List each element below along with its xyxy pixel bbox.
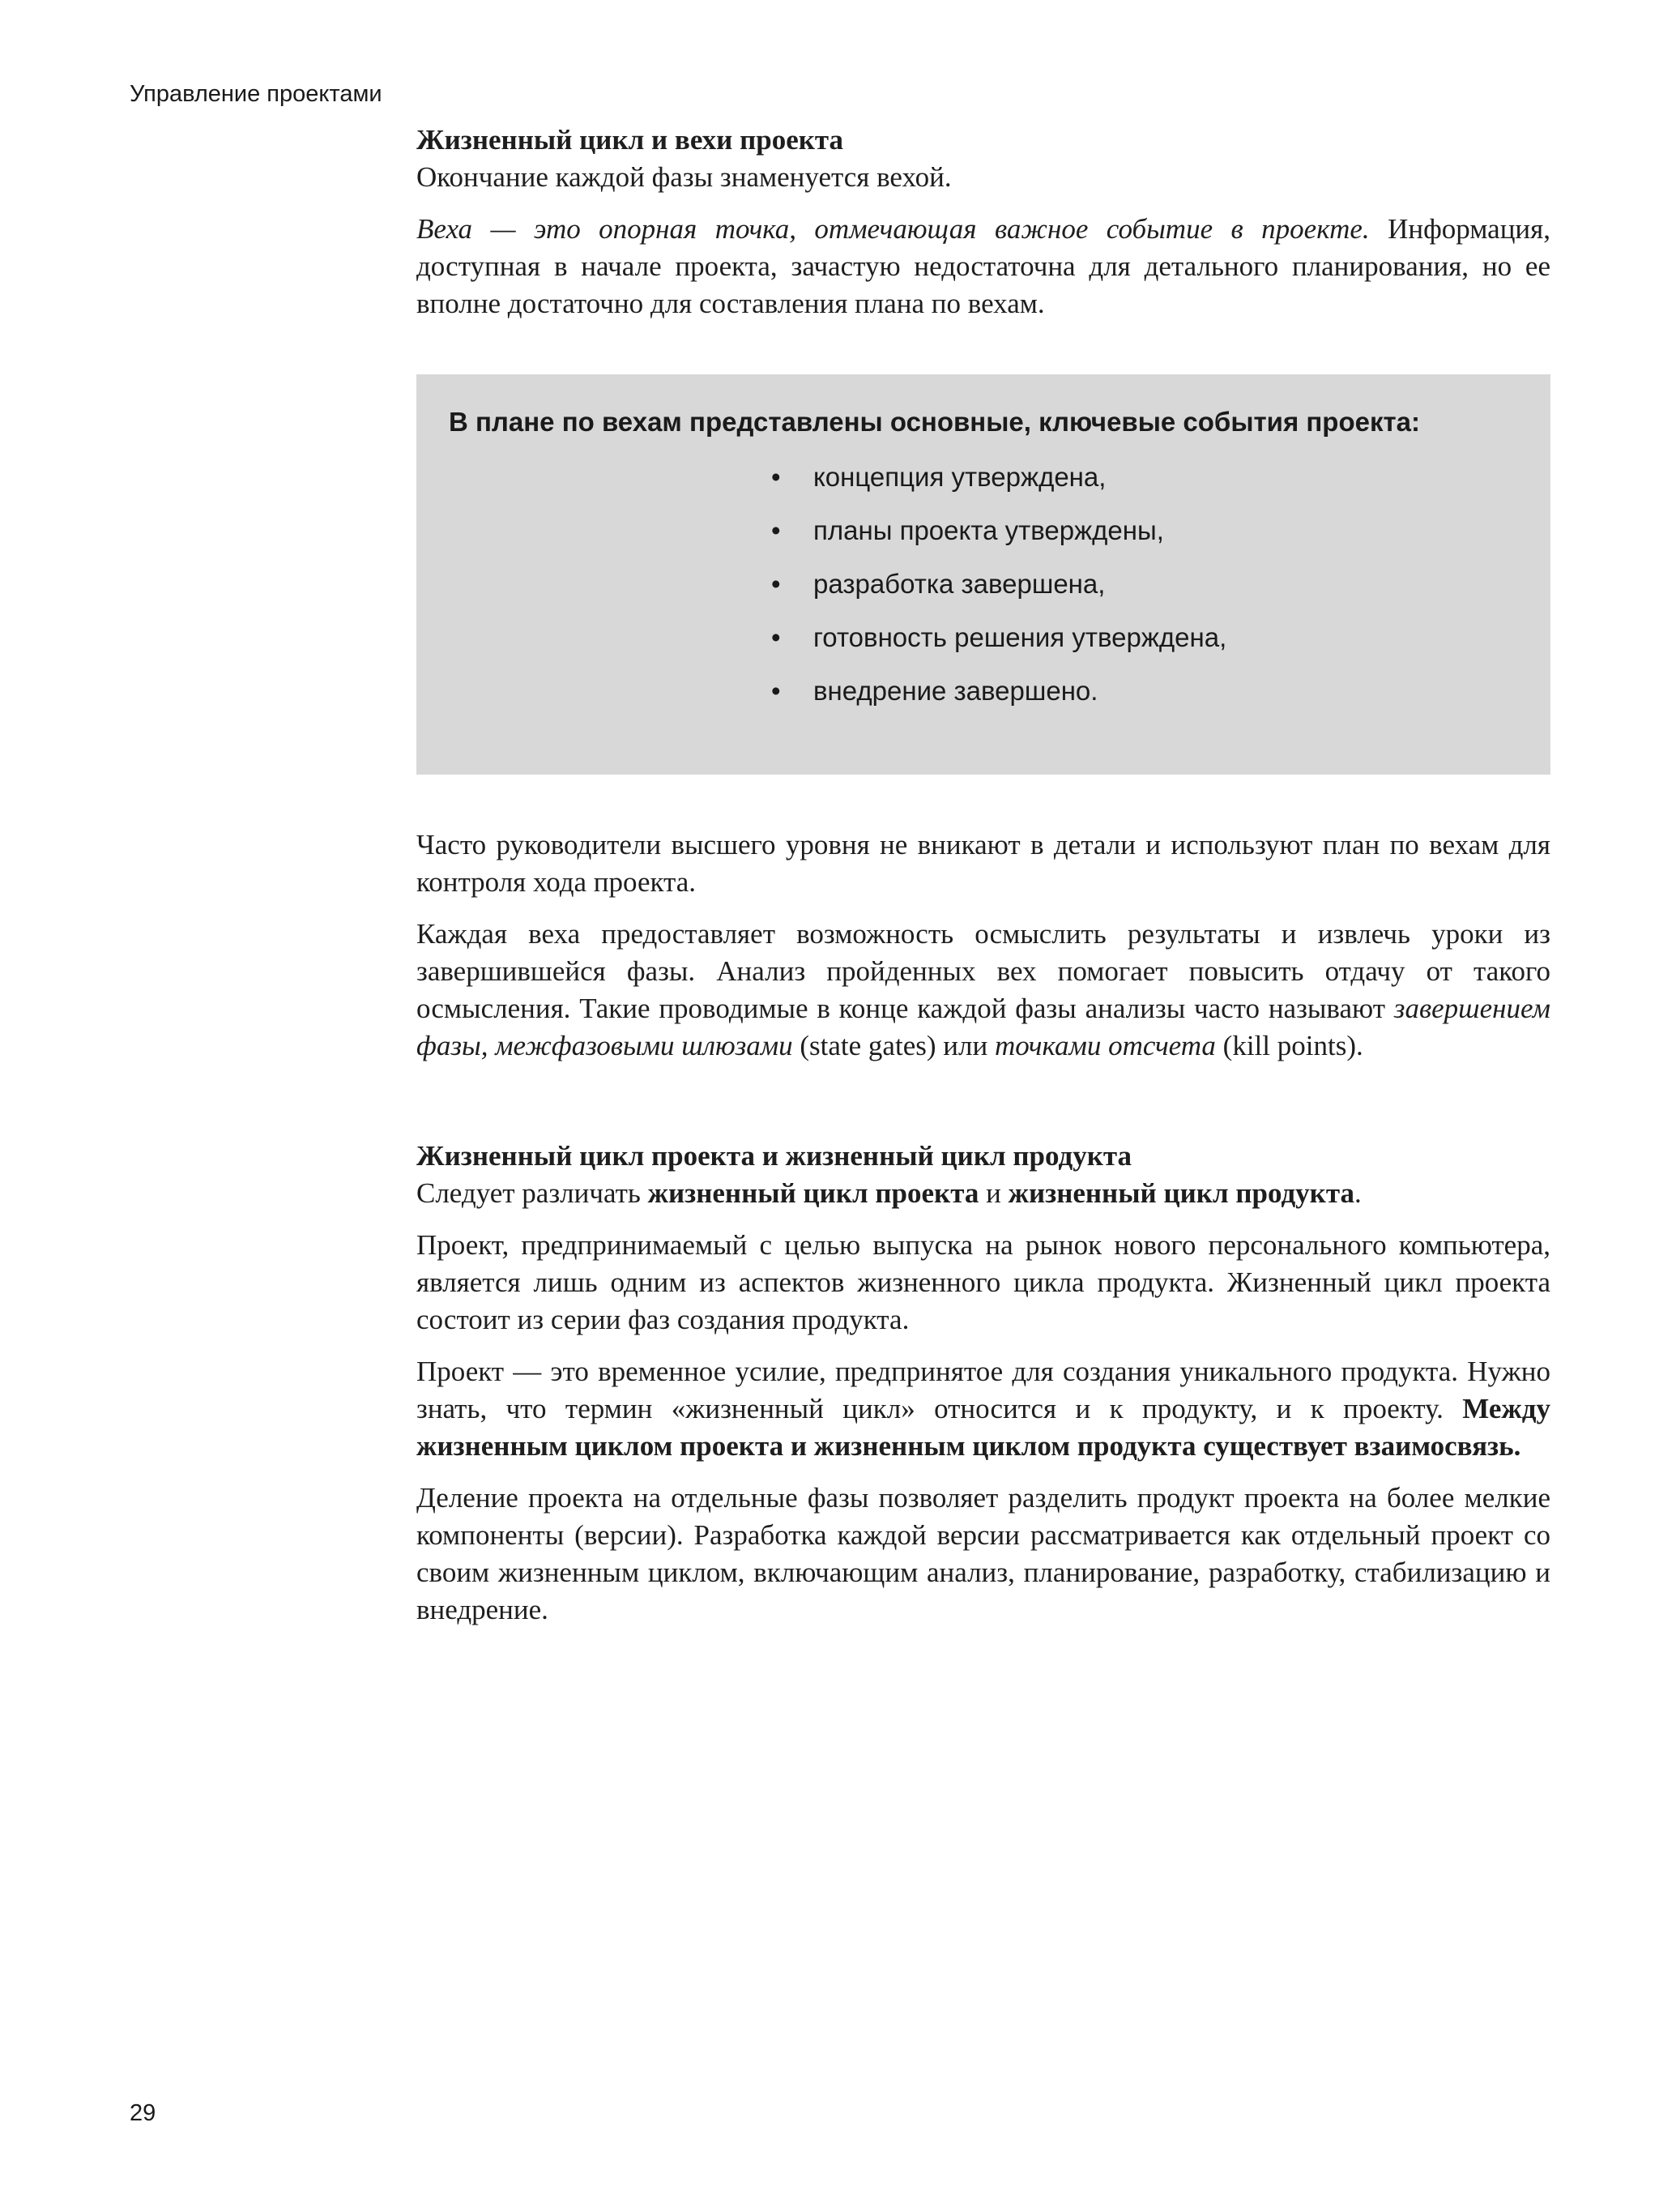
paragraph-milestone-definition [416,211,1550,322]
list-item: • разработка завершена, [771,557,1518,611]
list-item: • концепция утверждена, [771,451,1518,504]
paragraph-distinguish: Следует различать жизненный цикл проекта и жизненный цикл продукта. [416,1177,1362,1209]
list-item: • внедрение завершено. [771,664,1518,718]
milestone-plan-callout [416,374,1550,775]
paragraph-phase-division: Деление проекта на отдельные фазы позволяет разделить продукт проекта на более мелкие компоненты (версии). Разработка каждой версии рассматривается как отдельный проект со своим жизненным циклом, включающим анализ, планирование, разработку, стабилизацию и внедрение. [416,1482,1550,1625]
list-item: • готовность решения утверждена, [771,611,1518,664]
bullet-icon: • [771,515,781,545]
page-number: 29 [130,2100,156,2126]
bullet-icon: • [771,569,781,599]
paragraph-milestone-review: Каждая веха предоставляет возможность осмыслить результаты и извлечь уроки из завершившейся фазы. Анализ пройденных вех помогает повысить отдачу от такого осмысления. Такие проводимые в конце каждой фазы анализы часто называют завершением фазы, межфазовыми шлюзами (state gates) или точками отсчета (kill points). [416,918,1550,1061]
bullet-icon: • [771,676,781,706]
bullet-icon: • [771,622,781,652]
callout-title: В плане по вехам представлены основные, ключевые события проекта: [449,407,1420,437]
bullet-icon: • [771,462,781,492]
kill-points-term: точками отсчета [994,1030,1216,1061]
paragraph-project-definition: Проект — это временное усилие, предпринятое для создания уникального продукта. Нужно знать, что термин «жизненный цикл» относится и к продукту, и к проекту. Между жизненным циклом проекта и жизненным циклом продукта существует взаимосвязь. [416,1356,1550,1462]
milestone-definition-italic: Веха — это опорная точка, отмечающая важное событие в проекте. [416,213,1370,245]
section-project-product-lifecycle [416,1138,1550,1629]
page-content [416,122,1550,1643]
phase-exit-terms: завершением фазы, межфазовыми шлюзами [416,993,1550,1061]
milestone-definition-rest: Информация, доступная в начале проекта, зачастую недостаточна для детального планирования, но ее вполне достаточно для составления плана по вехам. [416,213,1550,319]
section-heading-lifecycle-milestones: Жизненный цикл и вехи проекта [416,124,844,156]
paragraph-phase-end: Окончание каждой фазы знаменуется вехой. [416,161,952,193]
running-header: Управление проектами [130,81,382,107]
milestone-list [449,451,1518,718]
relationship-statement: Между жизненным циклом проекта и жизненным циклом продукта существует взаимосвязь. [416,1393,1550,1462]
paragraph-pc-example: Проект, предпринимаемый с целью выпуска на рынок нового персонального компьютера, является лишь одним из аспектов жизненного цикла продукта. Жизненный цикл проекта состоит из серии фаз создания продукта. [416,1229,1550,1335]
section-heading-project-product: Жизненный цикл проекта и жизненный цикл продукта [416,1140,1132,1172]
paragraph-senior-managers: Часто руководители высшего уровня не вникают в детали и используют план по вехам для контроля хода проекта. [416,829,1550,898]
list-item: • планы проекта утверждены, [771,504,1518,557]
